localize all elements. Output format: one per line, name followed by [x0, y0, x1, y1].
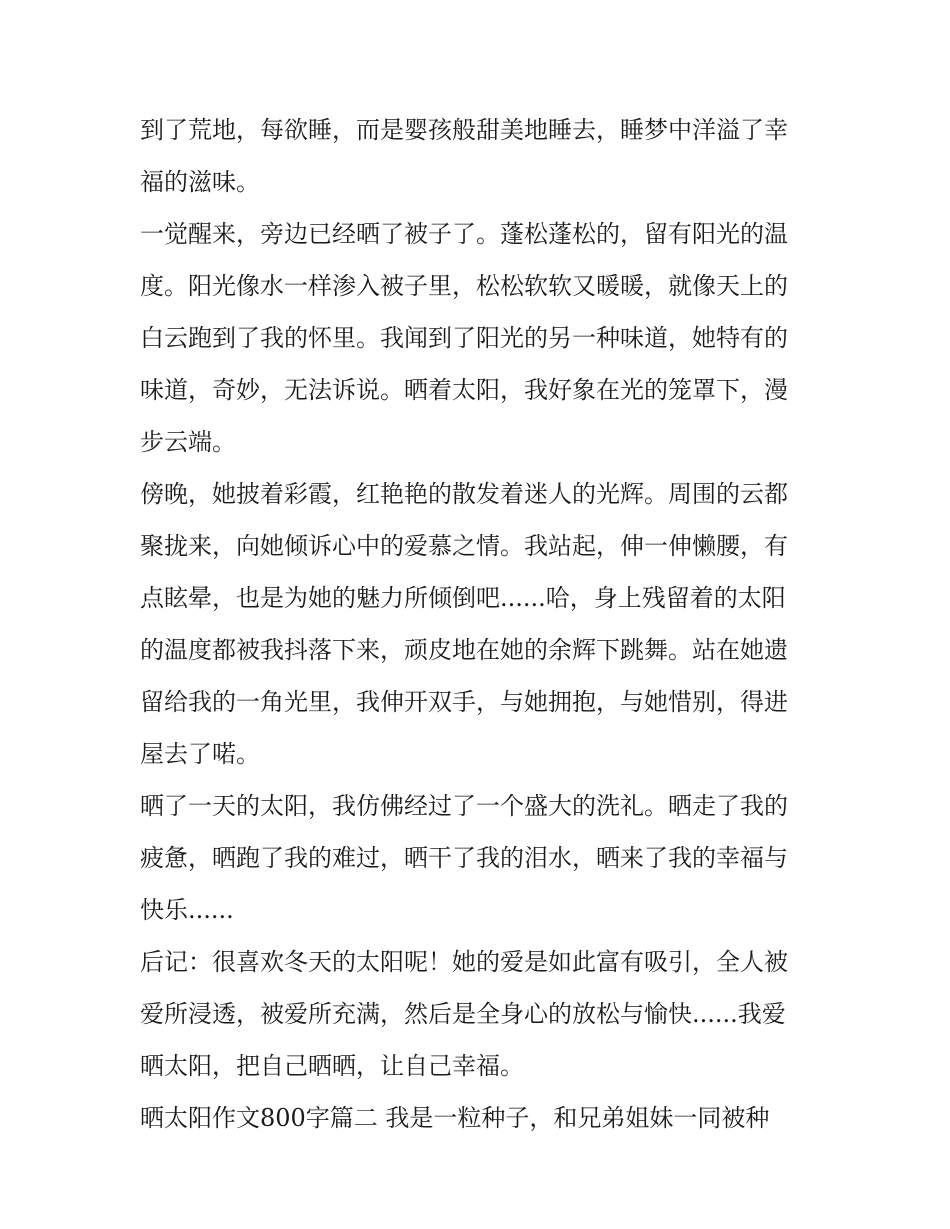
text-line: 屋去了喏。 [140, 740, 260, 768]
text-line: 白云跑到了我的怀里。我闻到了阳光的另一种味道，她特有的 [140, 324, 788, 352]
text-line: 的温度都被我抖落下来，顽皮地在她的余辉下跳舞。站在她遗 [140, 636, 788, 664]
text-line: 步云端。 [140, 428, 236, 456]
text-line: 快乐...... [140, 896, 234, 924]
text-line: 疲惫，晒跑了我的难过，晒干了我的泪水，晒来了我的幸福与 [140, 844, 788, 872]
text-line: 留给我的一角光里，我伸开双手，与她拥抱，与她惜别，得进 [140, 688, 788, 716]
text-line: 点眩晕，也是为她的魅力所倾倒吧......哈，身上残留着的太阳 [140, 584, 786, 612]
text-line: 福的滋味。 [140, 168, 260, 196]
text-line: 傍晚，她披着彩霞，红艳艳的散发着迷人的光辉。周围的云都 [140, 480, 788, 508]
text-line: 到了荒地，每欲睡，而是婴孩般甜美地睡去，睡梦中洋溢了幸 [140, 116, 788, 144]
text-line: 度。阳光像水一样渗入被子里，松松软软又暖暖，就像天上的 [140, 272, 788, 300]
text-line: 晒了一天的太阳，我仿佛经过了一个盛大的洗礼。晒走了我的 [140, 792, 788, 820]
text-line: 晒太阳作文800字篇二 我是一粒种子，和兄弟姐妹一同被种 [140, 1104, 770, 1132]
text-line: 爱所浸透，被爱所充满，然后是全身心的放松与愉快......我爱 [140, 1000, 786, 1028]
text-line: 后记：很喜欢冬天的太阳呢！她的爱是如此富有吸引，全人被 [140, 948, 788, 976]
text-line: 一觉醒来，旁边已经晒了被子了。蓬松蓬松的，留有阳光的温 [140, 220, 788, 248]
text-line: 晒太阳，把自己晒晒，让自己幸福。 [140, 1052, 524, 1080]
document-body [140, 104, 816, 1144]
text-line: 味道，奇妙，无法诉说。晒着太阳，我好象在光的笼罩下，漫 [140, 376, 788, 404]
text-line: 聚拢来，向她倾诉心中的爱慕之情。我站起，伸一伸懒腰，有 [140, 532, 788, 560]
